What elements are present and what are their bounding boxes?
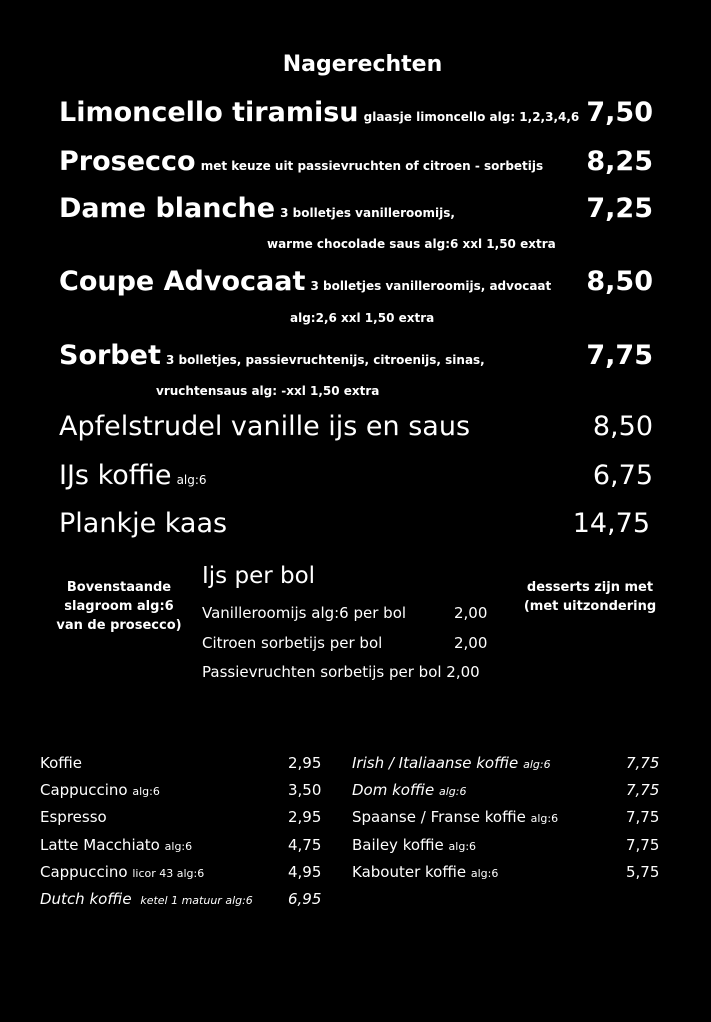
coffee-allergens: alg:6: [530, 812, 559, 825]
coffee-name: Cappuccino: [40, 863, 128, 881]
coffee-price: 2,95: [288, 754, 322, 772]
side-note-line: desserts zijn met: [526, 580, 654, 595]
coffee-item: [352, 836, 476, 854]
coffee-price: 6,95: [288, 890, 322, 908]
dessert-description: 3 bolletjes vanilleroomijs,: [280, 206, 455, 220]
dessert-price: 8,25: [586, 146, 653, 177]
coffee-allergens: licor 43 alg:6: [132, 867, 205, 880]
coffee-item: [40, 808, 107, 826]
dessert-item: [59, 266, 551, 297]
coffee-name: Latte Macchiato: [40, 836, 160, 854]
side-note-line: van de prosecco): [56, 618, 182, 633]
coffee-name: Spaanse / Franse koffie: [352, 808, 526, 826]
coffee-price: 7,75: [626, 836, 660, 854]
coffee-name: Espresso: [40, 808, 107, 826]
coffee-price: 7,75: [626, 754, 660, 772]
menu-item-price: 14,75: [572, 508, 650, 539]
dessert-item: [59, 97, 579, 128]
side-note-right: [520, 578, 660, 616]
ijs-item-name: Passievruchten sorbetijs per bol 2,00: [202, 663, 480, 681]
coffee-item: [352, 754, 551, 772]
menu-item: [59, 460, 207, 491]
dessert-item: [59, 340, 485, 371]
coffee-item: [40, 754, 82, 772]
coffee-item: [40, 781, 160, 799]
dessert-item: [59, 193, 455, 224]
coffee-allergens: ketel 1 matuur alg:6: [140, 894, 253, 907]
menu-item: [59, 411, 470, 442]
menu-item-price: 8,50: [592, 411, 653, 442]
coffee-item: [352, 808, 558, 826]
coffee-name: Dom koffie: [352, 781, 435, 799]
side-note-line: (met uitzondering: [523, 599, 657, 614]
ijs-item-name: Citroen sorbetijs per bol: [202, 634, 383, 652]
coffee-name: Irish / Italiaanse koffie: [352, 754, 519, 772]
dessert-description-cont: warme chocolade saus alg:6 xxl 1,50 extra: [267, 237, 556, 251]
side-note-line: slagroom alg:6: [64, 599, 174, 614]
menu-item-price: 6,75: [592, 460, 653, 491]
dessert-price: 7,75: [586, 340, 653, 371]
coffee-price: 4,75: [288, 836, 322, 854]
dessert-description: glaasje limoncello alg: 1,2,3,4,6: [363, 110, 580, 124]
coffee-allergens: alg:6: [438, 785, 467, 798]
coffee-item: [352, 781, 466, 799]
coffee-allergens: alg:6: [470, 867, 499, 880]
coffee-price: 3,50: [288, 781, 322, 799]
menu-item-name: Apfelstrudel vanille ijs en saus: [59, 411, 471, 442]
ijs-item-name: Vanilleroomijs alg:6 per bol: [202, 604, 407, 622]
dessert-name: Sorbet: [59, 340, 161, 371]
coffee-item: [40, 836, 192, 854]
menu-item-allergens: alg:6: [176, 473, 207, 487]
dessert-price: 7,25: [586, 193, 653, 224]
dessert-description: met keuze uit passievruchten of citroen - sorbetijs: [200, 159, 544, 173]
menu-item-name: IJs koffie: [59, 460, 172, 491]
dessert-name: Limoncello tiramisu: [59, 97, 359, 128]
dessert-description-cont: vruchtensaus alg: -xxl 1,50 extra: [156, 384, 380, 398]
dessert-name: Coupe Advocaat: [59, 266, 306, 297]
menu-item: [59, 508, 227, 539]
coffee-name: Koffie: [40, 754, 82, 772]
dessert-description-cont: alg:2,6 xxl 1,50 extra: [290, 311, 435, 325]
coffee-price: 7,75: [626, 781, 660, 799]
page-title: Nagerechten: [282, 52, 443, 77]
side-note-left: [52, 578, 186, 635]
dessert-item: [59, 146, 543, 177]
menu-item-name: Plankje kaas: [59, 508, 228, 539]
side-note-line: Bovenstaande: [66, 580, 172, 595]
dessert-description: 3 bolletjes, passievruchtenijs, citroenijs, sinas,: [165, 353, 485, 367]
dessert-price: 8,50: [586, 266, 653, 297]
coffee-item: [40, 890, 253, 908]
dessert-price: 7,50: [586, 97, 653, 128]
dessert-description: 3 bolletjes vanilleroomijs, advocaat: [310, 279, 552, 293]
coffee-allergens: alg:6: [164, 840, 193, 853]
coffee-name: Cappuccino: [40, 781, 128, 799]
ijs-item-price: 2,00: [454, 604, 488, 622]
ijs-heading: Ijs per bol: [202, 563, 316, 589]
coffee-item: [40, 863, 204, 881]
coffee-item: [352, 863, 498, 881]
coffee-allergens: alg:6: [132, 785, 160, 798]
coffee-allergens: alg:6: [523, 758, 551, 771]
dessert-name: Dame blanche: [59, 193, 276, 224]
coffee-name: Dutch koffie: [40, 890, 132, 908]
coffee-name: Kabouter koffie: [352, 863, 467, 881]
coffee-price: 5,75: [626, 863, 660, 881]
dessert-name: Prosecco: [59, 146, 196, 177]
coffee-allergens: alg:6: [448, 840, 477, 853]
ijs-item-price: 2,00: [454, 634, 488, 652]
coffee-price: 7,75: [626, 808, 660, 826]
coffee-price: 2,95: [288, 808, 322, 826]
coffee-price: 4,95: [288, 863, 322, 881]
coffee-name: Bailey koffie: [352, 836, 444, 854]
